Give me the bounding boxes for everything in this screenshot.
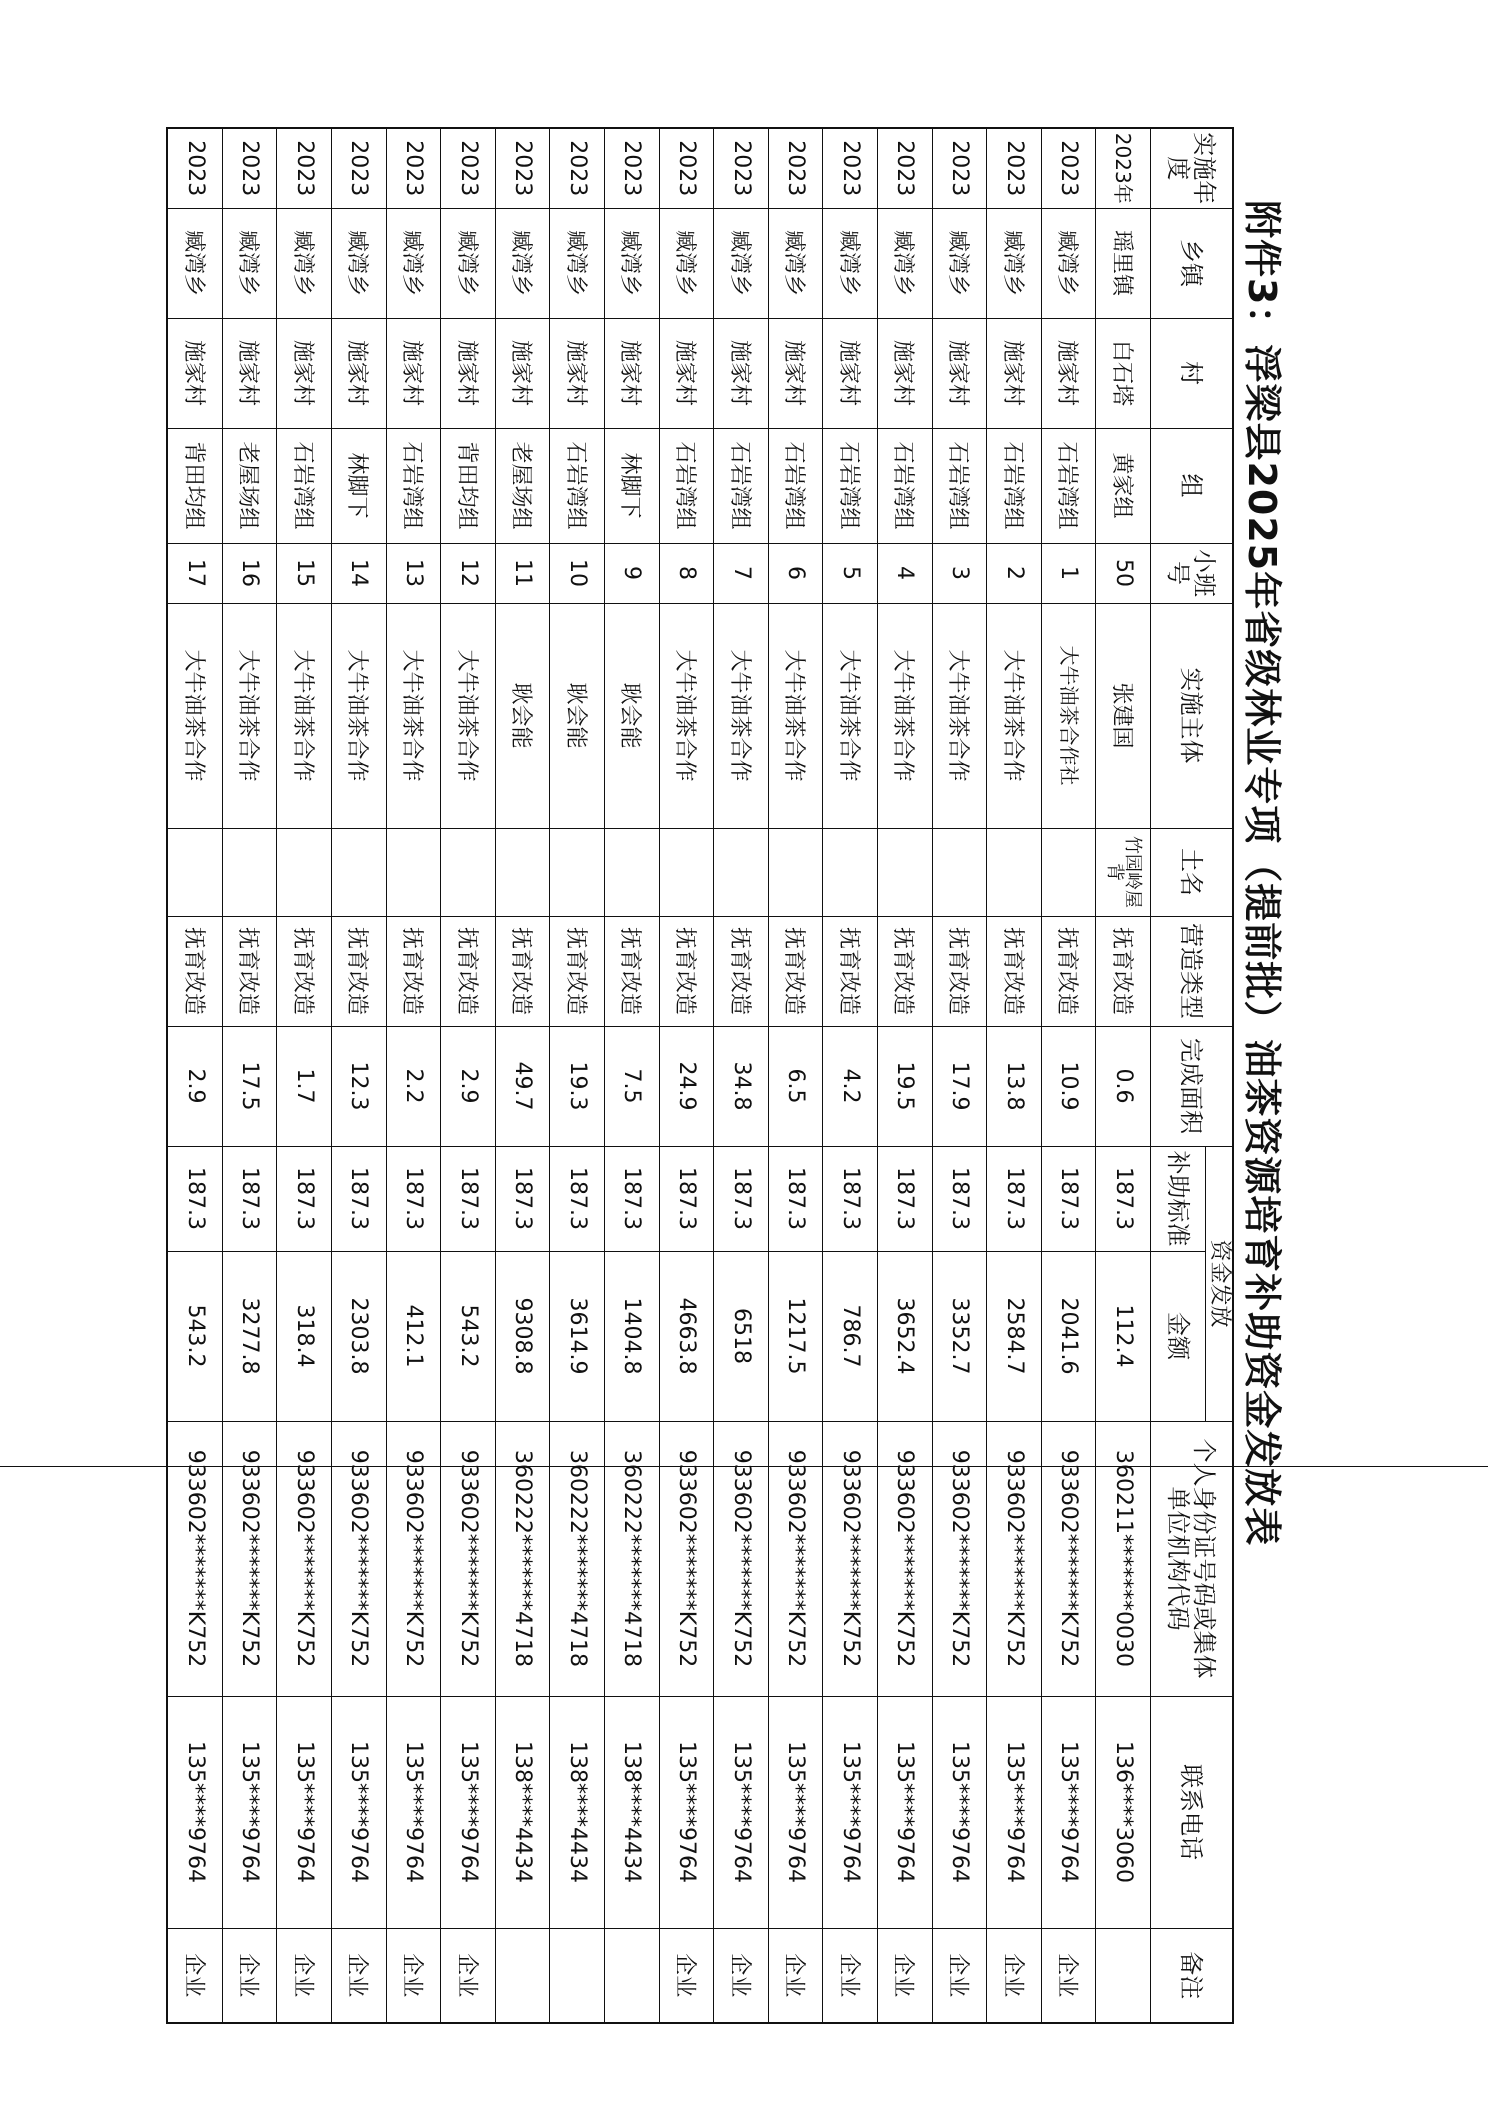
cell-id: 933602*******K752 (441, 1421, 496, 1696)
cell-town: 臧湾乡 (386, 208, 441, 318)
cell-year: 2023 (987, 128, 1042, 208)
cell-id: 933602*******K752 (823, 1421, 878, 1696)
cell-town: 臧湾乡 (932, 208, 987, 318)
cell-standard: 187.3 (332, 1146, 387, 1251)
cell-entity: 张建国 (1096, 603, 1151, 828)
cell-town: 臧湾乡 (878, 208, 933, 318)
cell-type: 抚育改造 (386, 916, 441, 1026)
cell-town: 臧湾乡 (167, 208, 222, 318)
header-entity: 实施主体 (1151, 603, 1234, 828)
cell-area: 10.9 (1041, 1026, 1096, 1146)
cell-year: 2023 (441, 128, 496, 208)
cell-town: 臧湾乡 (605, 208, 660, 318)
cell-group: 林脚下 (605, 428, 660, 543)
cell-town: 臧湾乡 (332, 208, 387, 318)
cell-amount: 9308.8 (495, 1251, 550, 1421)
cell-area: 17.5 (222, 1026, 277, 1146)
cell-year: 2023 (1041, 128, 1096, 208)
cell-village: 施家村 (222, 318, 277, 428)
cell-standard: 187.3 (878, 1146, 933, 1251)
cell-standard: 187.3 (987, 1146, 1042, 1251)
cell-type: 抚育改造 (932, 916, 987, 1026)
cell-standard: 187.3 (222, 1146, 277, 1251)
cell-entity: 大牛油茶合作 (878, 603, 933, 828)
cell-plot: 17 (167, 543, 222, 603)
cell-plot: 8 (659, 543, 714, 603)
cell-village: 施家村 (441, 318, 496, 428)
cell-entity: 大牛油茶合作 (386, 603, 441, 828)
cell-town: 臧湾乡 (714, 208, 769, 318)
cell-plot: 16 (222, 543, 277, 603)
cell-area: 19.3 (550, 1026, 605, 1146)
cell-group: 背田均组 (441, 428, 496, 543)
cell-note (495, 1928, 550, 2023)
cell-plot: 3 (932, 543, 987, 603)
cell-village: 施家村 (823, 318, 878, 428)
cell-year: 2023 (386, 128, 441, 208)
cell-group: 石岩湾组 (659, 428, 714, 543)
cell-type: 抚育改造 (823, 916, 878, 1026)
cell-village: 施家村 (167, 318, 222, 428)
header-row (1206, 128, 1234, 2023)
cell-plot: 4 (878, 543, 933, 603)
cell-group: 石岩湾组 (277, 428, 332, 543)
table-row (714, 128, 769, 2023)
cell-place (932, 828, 987, 916)
cell-amount: 1404.8 (605, 1251, 660, 1421)
cell-village: 施家村 (1041, 318, 1096, 428)
cell-year: 2023 (167, 128, 222, 208)
header-village: 村 (1151, 318, 1234, 428)
cell-place (495, 828, 550, 916)
cell-phone: 138****4434 (495, 1696, 550, 1928)
cell-group: 石岩湾组 (987, 428, 1042, 543)
cell-entity: 耿会能 (605, 603, 660, 828)
cell-standard: 187.3 (605, 1146, 660, 1251)
cell-area: 2.9 (441, 1026, 496, 1146)
cell-group: 黄家组 (1096, 428, 1151, 543)
cell-group: 石岩湾组 (768, 428, 823, 543)
header-year: 实施年度 (1151, 128, 1234, 208)
subsidy-table (166, 127, 1234, 2024)
cell-area: 7.5 (605, 1026, 660, 1146)
header-id: 个人身份证号码或集体单位机构代码 (1151, 1421, 1234, 1696)
cell-town: 臧湾乡 (550, 208, 605, 318)
cell-village: 施家村 (495, 318, 550, 428)
cell-type: 抚育改造 (441, 916, 496, 1026)
cell-entity: 大牛油茶合作 (932, 603, 987, 828)
cell-standard: 187.3 (823, 1146, 878, 1251)
table-row (222, 128, 277, 2023)
cell-phone: 135****9764 (932, 1696, 987, 1928)
cell-place (277, 828, 332, 916)
cell-type: 抚育改造 (495, 916, 550, 1026)
cell-village: 施家村 (659, 318, 714, 428)
header-standard: 补助标准 (1151, 1146, 1206, 1251)
cell-note: 企业 (332, 1928, 387, 2023)
table-row (659, 128, 714, 2023)
cell-type: 抚育改造 (550, 916, 605, 1026)
cell-place (878, 828, 933, 916)
cell-area: 49.7 (495, 1026, 550, 1146)
cell-town: 臧湾乡 (823, 208, 878, 318)
cell-phone: 135****9764 (1041, 1696, 1096, 1928)
cell-amount: 3652.4 (878, 1251, 933, 1421)
cell-plot: 5 (823, 543, 878, 603)
cell-plot: 13 (386, 543, 441, 603)
cell-year: 2023年 (1096, 128, 1151, 208)
header-area: 完成面积 (1151, 1026, 1234, 1146)
cell-type: 抚育改造 (768, 916, 823, 1026)
cell-type: 抚育改造 (167, 916, 222, 1026)
cell-year: 2023 (222, 128, 277, 208)
cell-note: 企业 (987, 1928, 1042, 2023)
cell-standard: 187.3 (659, 1146, 714, 1251)
page-bottom-rule (0, 1466, 1488, 1467)
cell-amount: 1217.5 (768, 1251, 823, 1421)
cell-phone: 135****9764 (878, 1696, 933, 1928)
cell-amount: 3277.8 (222, 1251, 277, 1421)
cell-plot: 10 (550, 543, 605, 603)
cell-id: 360222*******4718 (495, 1421, 550, 1696)
cell-village: 施家村 (932, 318, 987, 428)
cell-place (659, 828, 714, 916)
cell-area: 12.3 (332, 1026, 387, 1146)
cell-phone: 138****4434 (605, 1696, 660, 1928)
cell-group: 石岩湾组 (823, 428, 878, 543)
cell-year: 2023 (768, 128, 823, 208)
cell-id: 933602*******K752 (277, 1421, 332, 1696)
header-amount: 金额 (1151, 1251, 1206, 1421)
cell-standard: 187.3 (277, 1146, 332, 1251)
cell-note (1096, 1928, 1151, 2023)
cell-village: 施家村 (878, 318, 933, 428)
cell-type: 抚育改造 (222, 916, 277, 1026)
header-group: 组 (1151, 428, 1234, 543)
cell-note: 企业 (768, 1928, 823, 2023)
cell-type: 抚育改造 (878, 916, 933, 1026)
cell-group: 石岩湾组 (932, 428, 987, 543)
cell-note: 企业 (1041, 1928, 1096, 2023)
cell-village: 施家村 (550, 318, 605, 428)
cell-area: 1.7 (277, 1026, 332, 1146)
cell-id: 933602*******K752 (1041, 1421, 1096, 1696)
cell-phone: 135****9764 (277, 1696, 332, 1928)
header-funds: 资金发放 (1206, 1146, 1234, 1421)
cell-village: 白石塔 (1096, 318, 1151, 428)
cell-entity: 大牛油茶合作 (332, 603, 387, 828)
header-plot: 小班号 (1151, 543, 1234, 603)
header-town: 乡镇 (1151, 208, 1234, 318)
table-row (332, 128, 387, 2023)
cell-town: 臧湾乡 (441, 208, 496, 318)
cell-town: 臧湾乡 (1041, 208, 1096, 318)
cell-year: 2023 (659, 128, 714, 208)
cell-plot: 2 (987, 543, 1042, 603)
cell-entity: 大牛油茶合作 (714, 603, 769, 828)
cell-standard: 187.3 (441, 1146, 496, 1251)
cell-place (823, 828, 878, 916)
cell-year: 2023 (714, 128, 769, 208)
cell-type: 抚育改造 (1041, 916, 1096, 1026)
cell-phone: 135****9764 (167, 1696, 222, 1928)
cell-plot: 11 (495, 543, 550, 603)
cell-phone: 135****9764 (659, 1696, 714, 1928)
cell-type: 抚育改造 (714, 916, 769, 1026)
cell-year: 2023 (550, 128, 605, 208)
cell-amount: 3352.7 (932, 1251, 987, 1421)
cell-phone: 135****9764 (823, 1696, 878, 1928)
cell-place (222, 828, 277, 916)
cell-year: 2023 (332, 128, 387, 208)
cell-amount: 786.7 (823, 1251, 878, 1421)
cell-area: 19.5 (878, 1026, 933, 1146)
cell-group: 石岩湾组 (550, 428, 605, 543)
table-row (550, 128, 605, 2023)
cell-amount: 318.4 (277, 1251, 332, 1421)
cell-phone: 135****9764 (222, 1696, 277, 1928)
cell-group: 石岩湾组 (1041, 428, 1096, 543)
cell-plot: 9 (605, 543, 660, 603)
cell-area: 2.2 (386, 1026, 441, 1146)
cell-amount: 4663.8 (659, 1251, 714, 1421)
cell-place (550, 828, 605, 916)
cell-group: 林脚下 (332, 428, 387, 543)
table-row (277, 128, 332, 2023)
table-row (386, 128, 441, 2023)
cell-year: 2023 (823, 128, 878, 208)
cell-id: 933602*******K752 (878, 1421, 933, 1696)
cell-note (550, 1928, 605, 2023)
cell-type: 抚育改造 (659, 916, 714, 1026)
cell-group: 石岩湾组 (386, 428, 441, 543)
cell-entity: 大牛油茶合作 (823, 603, 878, 828)
cell-type: 抚育改造 (605, 916, 660, 1026)
cell-standard: 187.3 (768, 1146, 823, 1251)
cell-amount: 543.2 (441, 1251, 496, 1421)
table-row (605, 128, 660, 2023)
cell-entity: 耿会能 (550, 603, 605, 828)
cell-village: 施家村 (386, 318, 441, 428)
cell-year: 2023 (277, 128, 332, 208)
cell-area: 0.6 (1096, 1026, 1151, 1146)
cell-plot: 6 (768, 543, 823, 603)
table-row (1041, 128, 1096, 2023)
cell-plot: 14 (332, 543, 387, 603)
cell-amount: 6518 (714, 1251, 769, 1421)
cell-village: 施家村 (605, 318, 660, 428)
cell-area: 24.9 (659, 1026, 714, 1146)
cell-note: 企业 (167, 1928, 222, 2023)
table-row (1096, 128, 1151, 2023)
cell-note: 企业 (222, 1928, 277, 2023)
cell-note: 企业 (659, 1928, 714, 2023)
cell-place (167, 828, 222, 916)
cell-group: 老屋场组 (495, 428, 550, 543)
cell-type: 抚育改造 (332, 916, 387, 1026)
header-type: 营造类型 (1151, 916, 1234, 1026)
cell-amount: 3614.9 (550, 1251, 605, 1421)
cell-phone: 136****3060 (1096, 1696, 1151, 1928)
cell-plot: 1 (1041, 543, 1096, 603)
table-body (167, 128, 1150, 2023)
cell-standard: 187.3 (550, 1146, 605, 1251)
cell-entity: 大牛油茶合作 (987, 603, 1042, 828)
cell-phone: 135****9764 (441, 1696, 496, 1928)
cell-standard: 187.3 (1041, 1146, 1096, 1251)
table-row (495, 128, 550, 2023)
cell-area: 34.8 (714, 1026, 769, 1146)
header-place: 土名 (1151, 828, 1234, 916)
cell-town: 臧湾乡 (987, 208, 1042, 318)
cell-plot: 7 (714, 543, 769, 603)
cell-village: 施家村 (987, 318, 1042, 428)
cell-phone: 135****9764 (332, 1696, 387, 1928)
cell-group: 老屋场组 (222, 428, 277, 543)
cell-standard: 187.3 (495, 1146, 550, 1251)
cell-note: 企业 (823, 1928, 878, 2023)
cell-amount: 2041.6 (1041, 1251, 1096, 1421)
cell-type: 抚育改造 (1096, 916, 1151, 1026)
cell-town: 瑶里镇 (1096, 208, 1151, 318)
table-row (167, 128, 222, 2023)
cell-area: 17.9 (932, 1026, 987, 1146)
cell-note: 企业 (878, 1928, 933, 2023)
cell-village: 施家村 (714, 318, 769, 428)
cell-entity: 耿会能 (495, 603, 550, 828)
cell-id: 933602*******K752 (714, 1421, 769, 1696)
cell-group: 背田均组 (167, 428, 222, 543)
cell-entity: 大牛油茶合作 (277, 603, 332, 828)
cell-note: 企业 (386, 1928, 441, 2023)
cell-area: 2.9 (167, 1026, 222, 1146)
cell-group: 石岩湾组 (878, 428, 933, 543)
cell-place (714, 828, 769, 916)
cell-place (768, 828, 823, 916)
cell-place (441, 828, 496, 916)
cell-year: 2023 (605, 128, 660, 208)
cell-id: 360222*******4718 (605, 1421, 660, 1696)
cell-id: 360211*******0030 (1096, 1421, 1151, 1696)
cell-amount: 112.4 (1096, 1251, 1151, 1421)
cell-amount: 543.2 (167, 1251, 222, 1421)
cell-phone: 135****9764 (768, 1696, 823, 1928)
cell-type: 抚育改造 (987, 916, 1042, 1026)
cell-year: 2023 (495, 128, 550, 208)
table-row (932, 128, 987, 2023)
cell-town: 臧湾乡 (659, 208, 714, 318)
cell-entity: 大牛油茶合作 (167, 603, 222, 828)
cell-town: 臧湾乡 (277, 208, 332, 318)
cell-standard: 187.3 (1096, 1146, 1151, 1251)
cell-place (1041, 828, 1096, 916)
cell-note: 企业 (932, 1928, 987, 2023)
cell-phone: 135****9764 (987, 1696, 1042, 1928)
cell-standard: 187.3 (386, 1146, 441, 1251)
cell-place (987, 828, 1042, 916)
cell-village: 施家村 (277, 318, 332, 428)
cell-type: 抚育改造 (277, 916, 332, 1026)
cell-plot: 50 (1096, 543, 1151, 603)
cell-place (386, 828, 441, 916)
cell-entity: 大牛油茶合作 (441, 603, 496, 828)
cell-amount: 2303.8 (332, 1251, 387, 1421)
cell-place (332, 828, 387, 916)
cell-year: 2023 (878, 128, 933, 208)
cell-standard: 187.3 (932, 1146, 987, 1251)
cell-town: 臧湾乡 (768, 208, 823, 318)
cell-area: 4.2 (823, 1026, 878, 1146)
cell-village: 施家村 (768, 318, 823, 428)
cell-note: 企业 (714, 1928, 769, 2023)
cell-entity: 大牛油茶合作 (222, 603, 277, 828)
cell-group: 石岩湾组 (714, 428, 769, 543)
cell-entity: 大牛油茶合作 (768, 603, 823, 828)
table-row (987, 128, 1042, 2023)
cell-area: 6.5 (768, 1026, 823, 1146)
cell-id: 933602*******K752 (659, 1421, 714, 1696)
table-row (441, 128, 496, 2023)
cell-town: 臧湾乡 (495, 208, 550, 318)
cell-id: 933602*******K752 (222, 1421, 277, 1696)
cell-place (605, 828, 660, 916)
table-row (768, 128, 823, 2023)
cell-place: 竹园岭屋背 (1096, 828, 1151, 916)
cell-note: 企业 (441, 1928, 496, 2023)
cell-amount: 2584.7 (987, 1251, 1042, 1421)
cell-id: 933602*******K752 (386, 1421, 441, 1696)
cell-note: 企业 (277, 1928, 332, 2023)
cell-id: 360222*******4718 (550, 1421, 605, 1696)
cell-entity: 大牛油茶合作社 (1041, 603, 1096, 828)
cell-phone: 135****9764 (714, 1696, 769, 1928)
header-note: 备注 (1151, 1928, 1234, 2023)
cell-id: 933602*******K752 (987, 1421, 1042, 1696)
cell-plot: 12 (441, 543, 496, 603)
cell-amount: 412.1 (386, 1251, 441, 1421)
cell-id: 933602*******K752 (768, 1421, 823, 1696)
cell-town: 臧湾乡 (222, 208, 277, 318)
cell-standard: 187.3 (714, 1146, 769, 1251)
cell-id: 933602*******K752 (932, 1421, 987, 1696)
cell-id: 933602*******K752 (167, 1421, 222, 1696)
cell-area: 13.8 (987, 1026, 1042, 1146)
header-phone: 联系电话 (1151, 1696, 1234, 1928)
cell-note (605, 1928, 660, 2023)
table-row (823, 128, 878, 2023)
cell-standard: 187.3 (167, 1146, 222, 1251)
cell-id: 933602*******K752 (332, 1421, 387, 1696)
cell-year: 2023 (932, 128, 987, 208)
cell-phone: 138****4434 (550, 1696, 605, 1928)
cell-entity: 大牛油茶合作 (659, 603, 714, 828)
cell-plot: 15 (277, 543, 332, 603)
table-row (878, 128, 933, 2023)
document-title: 附件3：浮梁县2025年省级林业专项（提前批）油茶资源培育补助资金发放表 (1240, 200, 1284, 1547)
cell-village: 施家村 (332, 318, 387, 428)
cell-phone: 135****9764 (386, 1696, 441, 1928)
